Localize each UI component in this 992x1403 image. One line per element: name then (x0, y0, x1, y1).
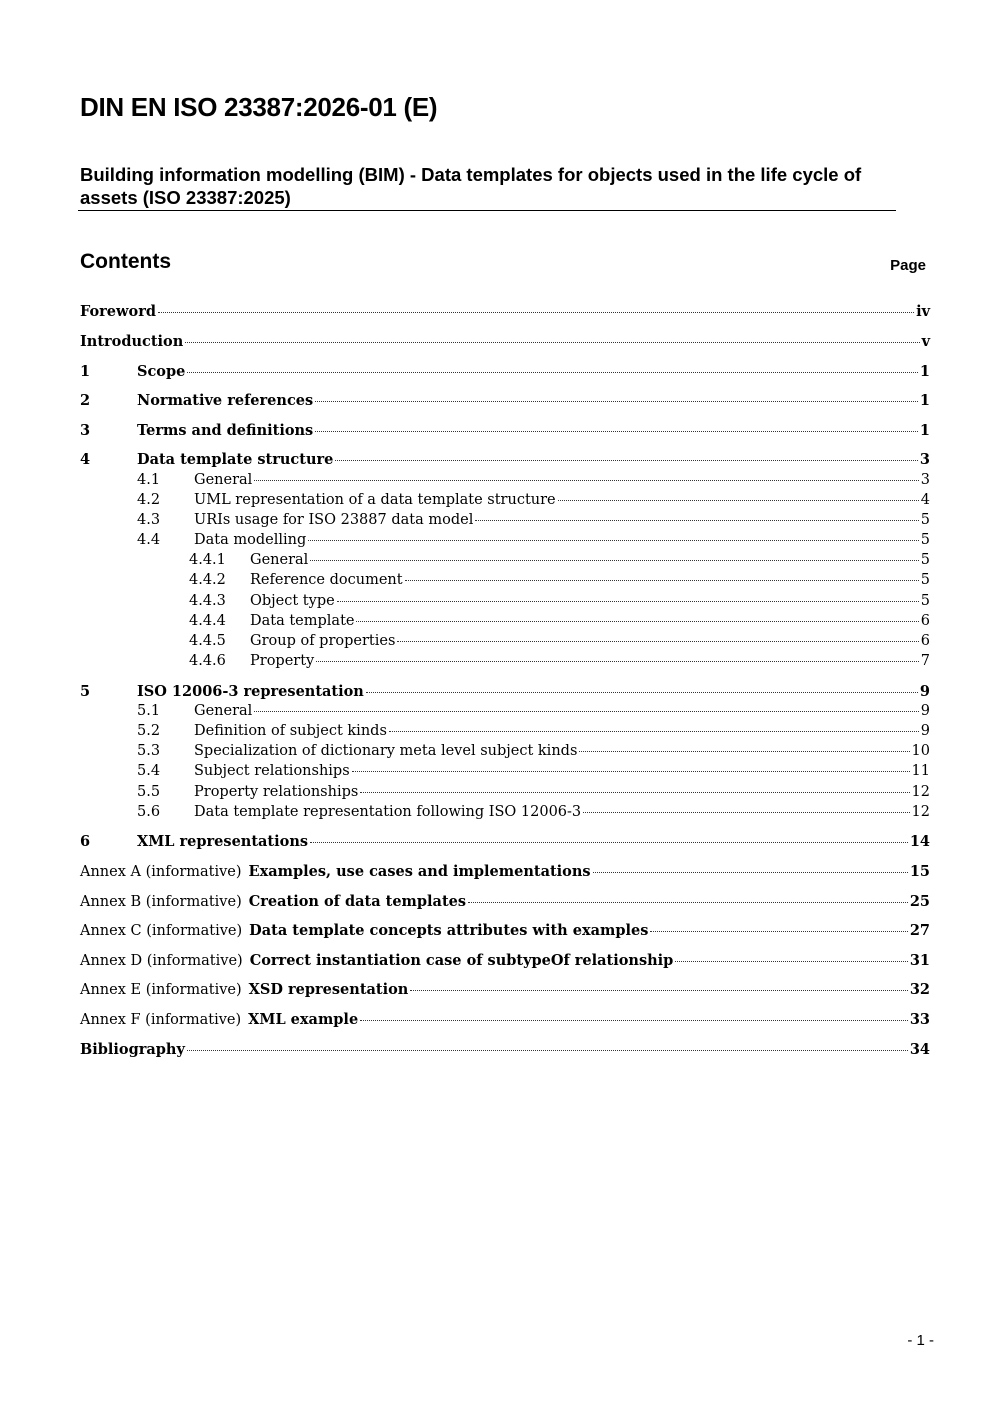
toc-dot-leader (158, 312, 914, 313)
toc-entry-title: Bibliography (80, 1041, 185, 1058)
toc-entry[interactable] (137, 784, 930, 804)
toc-dot-leader (187, 372, 918, 373)
toc-entry-number: 4.4.1 (189, 552, 226, 568)
toc-entry[interactable] (189, 593, 930, 613)
toc-dot-leader (310, 560, 918, 561)
toc-entry-number: 4.4.3 (189, 593, 226, 609)
toc-entry[interactable] (137, 703, 930, 723)
toc-dot-leader (583, 812, 909, 813)
toc-entry-page: 5 (920, 532, 930, 548)
toc-entry[interactable] (80, 683, 930, 703)
toc-entry-title: Subject relationships (194, 763, 350, 779)
toc-entry[interactable] (189, 552, 930, 572)
toc-entry-title: Reference document (250, 572, 403, 588)
toc-annex-prefix: Annex A (informative) (80, 864, 242, 880)
toc-entry[interactable] (189, 653, 930, 673)
toc-annex-prefix: Annex B (informative) (80, 894, 242, 910)
toc-entry-title: Data template (250, 613, 355, 629)
toc-entry-page: 15 (909, 863, 930, 880)
toc-entry[interactable] (80, 1041, 930, 1061)
toc-dot-leader (315, 401, 918, 402)
toc-entry-page: 6 (920, 633, 930, 649)
toc-dot-leader (310, 842, 908, 843)
toc-entry[interactable] (80, 833, 930, 853)
toc-entry-page: 9 (920, 703, 930, 719)
toc-entry-page: 32 (909, 981, 930, 998)
toc-entry-page: 10 (911, 743, 930, 759)
toc-entry-title: Terms and definitions (137, 422, 314, 439)
toc-entry-page: 27 (909, 922, 930, 939)
toc-entry[interactable] (189, 613, 930, 633)
toc-dot-leader (389, 731, 919, 732)
toc-entry-title: General (250, 552, 309, 568)
toc-entry[interactable] (137, 723, 930, 743)
toc-entry-page: 9 (919, 683, 930, 700)
toc-entry[interactable] (80, 333, 930, 353)
toc-entry-title: UML representation of a data template structure (194, 492, 556, 508)
toc-entry-page: 14 (909, 833, 930, 850)
toc-entry-number: 5.6 (137, 804, 161, 820)
toc-entry-title: Foreword (80, 303, 156, 320)
toc-entry-page: 31 (909, 952, 930, 969)
toc-entry[interactable] (80, 422, 930, 442)
toc-entry-number: 4.3 (137, 512, 161, 528)
toc-entry-page: 9 (920, 723, 930, 739)
toc-entry-page: iv (916, 303, 930, 320)
toc-entry-number: 2 (80, 392, 91, 409)
toc-entry-number: 4.4.6 (189, 653, 226, 669)
document-subtitle: Building information modelling (BIM) - Data templates for objects used in the life cycle of assets (ISO 23387:2025) (80, 164, 862, 208)
toc-entry[interactable] (80, 893, 930, 913)
toc-entry-title: Property relationships (194, 784, 359, 800)
toc-entry-page: 5 (920, 572, 930, 588)
toc-entry-number: 4.4.5 (189, 633, 226, 649)
toc-entry-number: 5.4 (137, 763, 161, 779)
toc-entry-title: Data modelling (194, 532, 307, 548)
toc-dot-leader (650, 931, 907, 932)
toc-entry[interactable] (137, 512, 930, 532)
toc-entry-page: 5 (920, 552, 930, 568)
toc-entry-title: Data template concepts attributes with examples (249, 922, 649, 939)
toc-dot-leader (316, 661, 919, 662)
toc-entry-page: 34 (909, 1041, 930, 1058)
toc-entry-number: 4.4 (137, 532, 161, 548)
toc-dot-leader (405, 580, 919, 581)
toc-dot-leader (410, 990, 907, 991)
toc-entry[interactable] (80, 451, 930, 471)
toc-annex-prefix: Annex F (informative) (80, 1012, 242, 1028)
toc-entry-number: 4.4.2 (189, 572, 226, 588)
toc-entry-page: 1 (919, 392, 930, 409)
toc-dot-leader (360, 792, 909, 793)
toc-entry-title: General (194, 703, 253, 719)
toc-annex-prefix: Annex D (informative) (80, 953, 243, 969)
toc-entry-title: XSD representation (248, 981, 409, 998)
toc-dot-leader (254, 480, 918, 481)
toc-entry-number: 5.5 (137, 784, 161, 800)
toc-dot-leader (468, 902, 908, 903)
toc-entry-page: 5 (920, 593, 930, 609)
toc-entry-number: 3 (80, 422, 91, 439)
toc-entry-title: Correct instantiation case of subtypeOf relationship (249, 952, 674, 969)
toc-entry[interactable] (80, 952, 930, 972)
page-column-label: Page (890, 257, 926, 274)
toc-entry[interactable] (137, 763, 930, 783)
toc-entry-title: Data template representation following ISO 12006-3 (194, 804, 582, 820)
footer-page-number: - 1 - (907, 1332, 934, 1349)
toc-entry[interactable] (80, 363, 930, 383)
toc-entry-title: Data template structure (137, 451, 334, 468)
toc-entry-page: 7 (920, 653, 930, 669)
toc-dot-leader (593, 872, 908, 873)
toc-dot-leader (254, 711, 918, 712)
toc-dot-leader (315, 431, 918, 432)
toc-entry-title: Scope (137, 363, 186, 380)
toc-entry-page: v (921, 333, 930, 350)
toc-entry[interactable] (189, 572, 930, 592)
toc-entry-title: Normative references (137, 392, 314, 409)
toc-dot-leader (360, 1020, 908, 1021)
toc-entry-number: 5 (80, 683, 91, 700)
toc-entry[interactable] (137, 492, 930, 512)
toc-dot-leader (187, 1050, 908, 1051)
toc-entry-number: 6 (80, 833, 91, 850)
toc-entry-page: 25 (909, 893, 930, 910)
toc-dot-leader (352, 771, 910, 772)
contents-heading: Contents (80, 250, 171, 273)
toc-entry-number: 5.1 (137, 703, 161, 719)
toc-dot-leader (558, 500, 919, 501)
toc-dot-leader (475, 520, 918, 521)
toc-entry-title: General (194, 472, 253, 488)
toc-entry-page: 1 (919, 422, 930, 439)
toc-dot-leader (356, 621, 918, 622)
toc-entry-page: 3 (920, 472, 930, 488)
toc-entry-number: 5.2 (137, 723, 161, 739)
toc-entry-number: 4 (80, 451, 91, 468)
toc-entry-number: 4.4.4 (189, 613, 226, 629)
toc-dot-leader (308, 540, 919, 541)
toc-entry-title: Examples, use cases and implementations (248, 863, 591, 880)
toc-entry-title: Definition of subject kinds (194, 723, 387, 739)
toc-entry[interactable] (137, 532, 930, 552)
toc-annex-prefix: Annex C (informative) (80, 923, 243, 939)
toc-entry[interactable] (80, 981, 930, 1001)
toc-annex-prefix: Annex E (informative) (80, 982, 242, 998)
toc-entry-number: 1 (80, 363, 91, 380)
toc-entry-title: Object type (250, 593, 335, 609)
toc-entry[interactable] (80, 303, 930, 323)
toc-entry-number: 4.1 (137, 472, 161, 488)
toc-entry-page: 11 (911, 763, 930, 779)
toc-entry[interactable] (80, 863, 930, 883)
toc-dot-leader (397, 641, 918, 642)
toc-entry-title: Property (250, 653, 315, 669)
toc-dot-leader (335, 460, 918, 461)
toc-dot-leader (675, 961, 907, 962)
toc-entry[interactable] (80, 922, 930, 942)
toc-entry-title: XML example (248, 1011, 359, 1028)
subtitle-divider (78, 210, 896, 211)
toc-entry-page: 33 (909, 1011, 930, 1028)
toc-entry-number: 4.2 (137, 492, 161, 508)
toc-entry-page: 1 (919, 363, 930, 380)
toc-entry-page: 6 (920, 613, 930, 629)
toc-entry[interactable] (137, 743, 930, 763)
toc-dot-leader (366, 692, 918, 693)
toc-entry-page: 3 (919, 451, 930, 468)
toc-entry[interactable] (80, 392, 930, 412)
toc-entry[interactable] (189, 633, 930, 653)
toc-entry-page: 12 (911, 804, 930, 820)
document-title: DIN EN ISO 23387:2026-01 (E) (80, 92, 438, 122)
toc-entry-title: Group of properties (250, 633, 396, 649)
toc-entry[interactable] (137, 472, 930, 492)
toc-entry[interactable] (137, 804, 930, 824)
toc-dot-leader (337, 601, 919, 602)
toc-entry-title: Creation of data templates (248, 893, 467, 910)
toc-entry-title: Introduction (80, 333, 184, 350)
toc-entry-title: Specialization of dictionary meta level subject kinds (194, 743, 578, 759)
toc-entry-title: ISO 12006-3 representation (137, 683, 364, 700)
toc-entry-page: 4 (920, 492, 930, 508)
toc-entry[interactable] (80, 1011, 930, 1031)
toc-entry-title: XML representations (137, 833, 309, 850)
toc-dot-leader (579, 751, 909, 752)
toc-entry-page: 5 (920, 512, 930, 528)
toc-entry-number: 5.3 (137, 743, 161, 759)
toc-entry-title: URIs usage for ISO 23887 data model (194, 512, 474, 528)
toc-dot-leader (185, 342, 919, 343)
toc-entry-page: 12 (911, 784, 930, 800)
